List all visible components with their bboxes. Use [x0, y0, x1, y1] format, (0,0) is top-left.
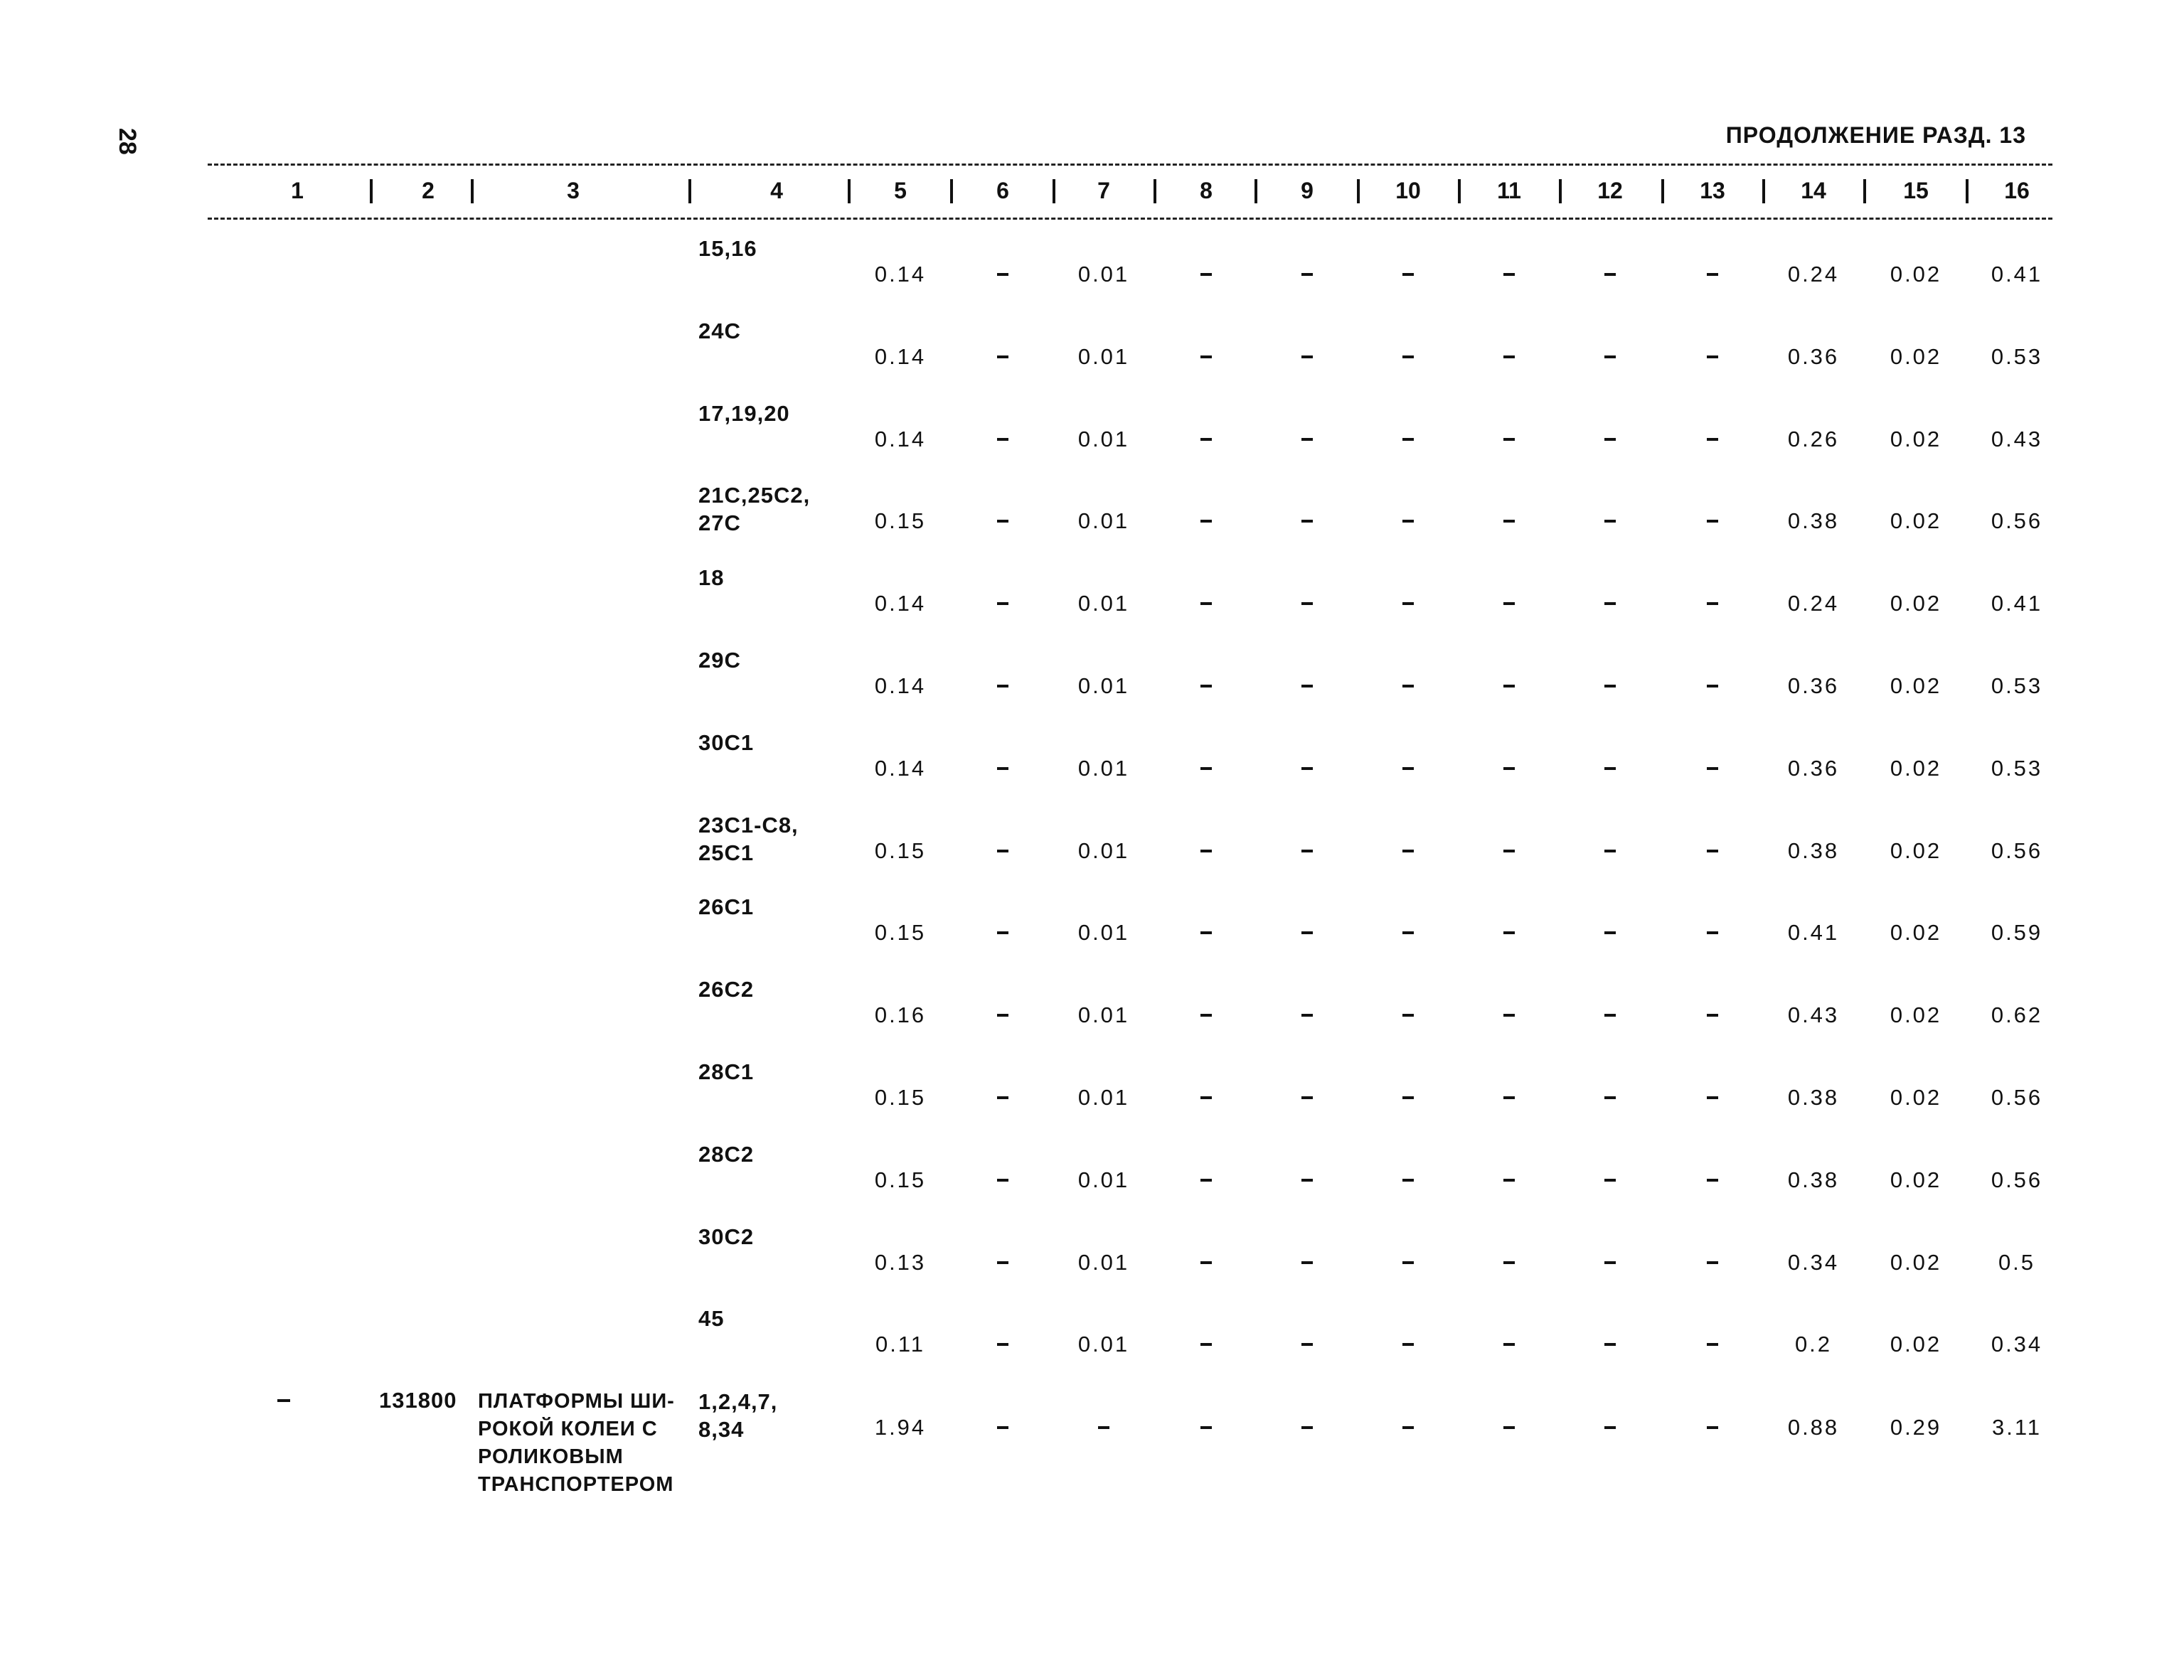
- row-code: 23С1-С8, 25С1: [698, 812, 799, 865]
- dash-mark: [1503, 1426, 1515, 1429]
- dash-mark: [1301, 273, 1313, 276]
- column-separator: [1762, 179, 1765, 203]
- dash-mark: [997, 520, 1008, 523]
- value-col-15: 0.02: [1890, 1249, 1942, 1275]
- row-code: 21С,25С2, 27С: [698, 483, 811, 536]
- dash-mark: [1301, 1426, 1313, 1429]
- dash-mark: [1200, 767, 1212, 770]
- value-col-14: 0.24: [1787, 262, 1840, 287]
- dash-mark: [1402, 438, 1414, 441]
- dash-mark: [1503, 685, 1515, 687]
- value-col-14: 0.2: [1794, 1332, 1833, 1357]
- dash-mark: [1200, 602, 1212, 605]
- dash-mark: [997, 602, 1008, 605]
- value-col-14: 0.43: [1787, 1002, 1840, 1028]
- dash-mark: [1503, 355, 1515, 358]
- dash-mark: [1604, 355, 1616, 358]
- value-col-16: 0.5: [1998, 1249, 2036, 1275]
- value-col-5: 0.15: [874, 1167, 927, 1192]
- dash-mark: [1604, 1179, 1616, 1182]
- dash-mark: [997, 1096, 1008, 1099]
- dash-mark: [997, 1261, 1008, 1264]
- dash-mark: [1707, 273, 1718, 276]
- column-separator: [1458, 179, 1461, 203]
- column-header-14: 14: [1801, 178, 1826, 203]
- table-row: [0, 1223, 2184, 1301]
- value-col-7: 0.01: [1077, 508, 1130, 534]
- dash-mark: [1402, 685, 1414, 687]
- dash-mark: [1707, 767, 1718, 770]
- table-row: [0, 729, 2184, 807]
- dash-mark: [1707, 520, 1718, 523]
- column-separator: [1357, 179, 1360, 203]
- value-col-16: 0.43: [1991, 426, 2043, 451]
- value-col-16: 0.56: [1991, 838, 2043, 863]
- value-col-5: 0.14: [874, 591, 927, 616]
- dash-mark: [997, 1179, 1008, 1182]
- value-col-15: 0.02: [1890, 673, 1942, 698]
- value-col-14: 0.41: [1787, 920, 1840, 946]
- dash-mark: [1200, 931, 1212, 934]
- dash-mark: [1402, 1096, 1414, 1099]
- value-col-15: 0.02: [1890, 1167, 1942, 1192]
- dash-mark: [1200, 355, 1212, 358]
- dash-mark: [1707, 1014, 1718, 1017]
- dash-mark: [1200, 1426, 1212, 1429]
- dash-mark: [1200, 1261, 1212, 1264]
- dash-mark: [1200, 273, 1212, 276]
- value-col-15: 0.29: [1890, 1415, 1942, 1440]
- value-col-5: 0.14: [874, 262, 927, 287]
- column-header-12: 12: [1597, 178, 1623, 203]
- dash-mark: [1707, 1426, 1718, 1429]
- value-col-7: 0.01: [1077, 262, 1130, 287]
- table-row: [0, 481, 2184, 560]
- column-header-7: 7: [1097, 178, 1110, 203]
- value-col-7: 0.01: [1077, 1002, 1130, 1028]
- dash-mark: [1402, 602, 1414, 605]
- row-code: 45: [698, 1306, 725, 1332]
- value-col-14: 0.36: [1787, 755, 1840, 781]
- value-col-15: 0.02: [1890, 838, 1942, 863]
- column-header-10: 10: [1395, 178, 1421, 203]
- row-code: 24С: [698, 318, 741, 343]
- column-separator: [471, 179, 474, 203]
- value-col-5: 0.15: [874, 920, 927, 946]
- dash-mark: [1200, 1179, 1212, 1182]
- dash-mark: [997, 685, 1008, 687]
- value-col-14: 0.26: [1787, 426, 1840, 451]
- value-col-15: 0.02: [1890, 262, 1942, 287]
- dash-mark: [1707, 931, 1718, 934]
- dash-mark: [997, 931, 1008, 934]
- dash-mark: [1707, 1179, 1718, 1182]
- dash-mark: [1707, 850, 1718, 852]
- value-col-7: 0.01: [1077, 755, 1130, 781]
- value-col-7: 0.01: [1077, 426, 1130, 451]
- dash-mark: [1301, 1179, 1313, 1182]
- column-header-9: 9: [1301, 178, 1314, 203]
- column-separator: [848, 179, 851, 203]
- value-col-7: 0.01: [1077, 1167, 1130, 1192]
- column-header-16: 16: [2004, 178, 2030, 203]
- row-code: 18: [698, 565, 725, 591]
- value-col-7: 0.01: [1077, 920, 1130, 946]
- dash-mark: [1402, 1426, 1414, 1429]
- dash-mark: [1200, 1096, 1212, 1099]
- value-col-15: 0.02: [1890, 755, 1942, 781]
- page-number: 28: [114, 128, 141, 155]
- dash-mark: [1503, 520, 1515, 523]
- value-col-5: 0.13: [874, 1249, 927, 1275]
- dash-mark: [997, 438, 1008, 441]
- dash-mark: [1301, 850, 1313, 852]
- dash-mark: [997, 355, 1008, 358]
- row-code: 28С2: [698, 1141, 755, 1167]
- column-header-3: 3: [567, 178, 580, 203]
- value-col-5: 1.94: [874, 1415, 927, 1440]
- row-code: 26С2: [698, 977, 755, 1002]
- dash-mark: [1301, 1343, 1313, 1346]
- value-col-16: 0.53: [1991, 343, 2043, 369]
- dash-mark: [1402, 1343, 1414, 1346]
- value-col-14: 0.38: [1787, 1085, 1840, 1110]
- column-separator: [1255, 179, 1257, 203]
- table-row: [0, 1140, 2184, 1219]
- value-col-5: 0.15: [874, 1085, 927, 1110]
- dash-mark: [1301, 602, 1313, 605]
- dash-mark: [1503, 1096, 1515, 1099]
- value-col-7: 0.01: [1077, 673, 1130, 698]
- value-col-15: 0.02: [1890, 1085, 1942, 1110]
- value-col-15: 0.02: [1890, 1332, 1942, 1357]
- value-col-5: 0.14: [874, 426, 927, 451]
- dash-mark: [1402, 520, 1414, 523]
- value-col-5: 0.14: [874, 343, 927, 369]
- dash-mark: [997, 1014, 1008, 1017]
- dash-mark: [1604, 931, 1616, 934]
- dash-mark: [1200, 520, 1212, 523]
- dash-mark: [1604, 438, 1616, 441]
- dash-mark: [1604, 685, 1616, 687]
- row-code: 29С: [698, 648, 741, 673]
- table-row: [0, 893, 2184, 971]
- value-col-14: 0.36: [1787, 343, 1840, 369]
- column-header-11: 11: [1497, 178, 1521, 203]
- value-col-16: 0.53: [1991, 673, 2043, 698]
- header-bottom-rule: [208, 218, 2052, 220]
- value-col-14: 0.88: [1787, 1415, 1840, 1440]
- dash-mark: [1503, 1343, 1515, 1346]
- value-col-14: 0.38: [1787, 838, 1840, 863]
- dash-mark: [1200, 685, 1212, 687]
- dash-mark: [1503, 273, 1515, 276]
- header-top-rule: [208, 164, 2052, 166]
- dash-mark: [1707, 1096, 1718, 1099]
- dash-mark: [1707, 602, 1718, 605]
- dash-mark: [1604, 850, 1616, 852]
- value-col-16: 0.62: [1991, 1002, 2043, 1028]
- value-col-16: 0.41: [1991, 262, 2043, 287]
- value-col-15: 0.02: [1890, 1002, 1942, 1028]
- column-separator: [1863, 179, 1866, 203]
- value-col-7: 0.01: [1077, 838, 1130, 863]
- dash-mark: [1707, 685, 1718, 687]
- value-col-5: 0.14: [874, 755, 927, 781]
- dash-mark: [1707, 438, 1718, 441]
- column-header-2: 2: [422, 178, 435, 203]
- table-row: [0, 1305, 2184, 1383]
- dash-mark: [1503, 850, 1515, 852]
- column-separator: [1661, 179, 1664, 203]
- table-row: [0, 975, 2184, 1054]
- dash-mark: [997, 273, 1008, 276]
- dash-mark: [1200, 438, 1212, 441]
- dash-mark: [1402, 355, 1414, 358]
- dash-mark: [1604, 767, 1616, 770]
- row-code: 30С2: [698, 1224, 755, 1249]
- value-col-16: 0.56: [1991, 508, 2043, 534]
- column-header-6: 6: [996, 178, 1009, 203]
- value-col-15: 0.02: [1890, 343, 1942, 369]
- value-col-16: 0.59: [1991, 920, 2043, 946]
- column-separator: [1154, 179, 1156, 203]
- column-header-5: 5: [894, 178, 907, 203]
- dash-mark: [1402, 1179, 1414, 1182]
- dash-mark: [1604, 1426, 1616, 1429]
- value-col-15: 0.02: [1890, 591, 1942, 616]
- dash-mark: [277, 1399, 290, 1402]
- value-col-14: 0.38: [1787, 1167, 1840, 1192]
- value-col-14: 0.36: [1787, 673, 1840, 698]
- dash-mark: [1301, 767, 1313, 770]
- column-header-4: 4: [770, 178, 783, 203]
- dash-mark: [1604, 602, 1616, 605]
- column-separator: [1559, 179, 1562, 203]
- dash-mark: [1200, 1343, 1212, 1346]
- dash-mark: [1301, 438, 1313, 441]
- dash-mark: [1503, 931, 1515, 934]
- row-code: 17,19,20: [698, 400, 790, 426]
- dash-mark: [1503, 602, 1515, 605]
- value-col-15: 0.02: [1890, 920, 1942, 946]
- dash-mark: [1707, 1261, 1718, 1264]
- row-code: 30С1: [698, 729, 755, 755]
- column-separator: [950, 179, 953, 203]
- value-col-15: 0.02: [1890, 508, 1942, 534]
- value-col-7: 0.01: [1077, 1332, 1130, 1357]
- value-col-5: 0.11: [875, 1332, 926, 1357]
- value-col-16: 0.34: [1991, 1332, 2043, 1357]
- value-col-16: 0.56: [1991, 1167, 2043, 1192]
- table-row: [0, 646, 2184, 724]
- value-col-14: 0.38: [1787, 508, 1840, 534]
- dash-mark: [1604, 273, 1616, 276]
- column-header-13: 13: [1700, 178, 1725, 203]
- table-row: [0, 1058, 2184, 1136]
- column-header-8: 8: [1200, 178, 1213, 203]
- dash-mark: [1402, 850, 1414, 852]
- column-header-row: [0, 178, 2184, 206]
- row-code: 15,16: [698, 236, 757, 261]
- dash-mark: [1301, 355, 1313, 358]
- dash-mark: [1098, 1426, 1109, 1429]
- value-col-14: 0.24: [1787, 591, 1840, 616]
- value-col-16: 0.53: [1991, 755, 2043, 781]
- row-code: 26С1: [698, 894, 755, 920]
- item-name: ПЛАТФОРМЫ ШИ- РОКОЙ КОЛЕИ С РОЛИКОВЫМ ТРАНСПОРТЕРОМ: [478, 1390, 675, 1496]
- dash-mark: [1503, 1179, 1515, 1182]
- row-code: 1,2,4,7, 8,34: [698, 1389, 778, 1442]
- value-col-7: 0.01: [1077, 1085, 1130, 1110]
- dash-mark: [1301, 1261, 1313, 1264]
- dash-mark: [997, 1426, 1008, 1429]
- dash-mark: [1503, 438, 1515, 441]
- dash-mark: [1402, 1261, 1414, 1264]
- value-col-15: 0.02: [1890, 426, 1942, 451]
- dash-mark: [1301, 1014, 1313, 1017]
- dash-mark: [1604, 1014, 1616, 1017]
- table-row: [0, 235, 2184, 313]
- column-separator: [688, 179, 691, 203]
- value-col-7: 0.01: [1077, 343, 1130, 369]
- column-separator: [1053, 179, 1055, 203]
- value-col-14: 0.34: [1787, 1249, 1840, 1275]
- dash-mark: [1503, 1261, 1515, 1264]
- value-col-5: 0.14: [874, 673, 927, 698]
- dash-mark: [1402, 1014, 1414, 1017]
- dash-mark: [1503, 767, 1515, 770]
- dash-mark: [1301, 931, 1313, 934]
- dash-mark: [1707, 355, 1718, 358]
- row-code: 28С1: [698, 1059, 755, 1084]
- dash-mark: [1200, 850, 1212, 852]
- dash-mark: [1604, 1343, 1616, 1346]
- value-col-7: 0.01: [1077, 1249, 1130, 1275]
- dash-mark: [1301, 685, 1313, 687]
- dash-mark: [1604, 520, 1616, 523]
- dash-mark: [1200, 1014, 1212, 1017]
- dash-mark: [997, 850, 1008, 852]
- value-col-7: 0.01: [1077, 591, 1130, 616]
- dash-mark: [1402, 273, 1414, 276]
- table-row-131800: [0, 1388, 2184, 1502]
- dash-mark: [997, 1343, 1008, 1346]
- table-row: [0, 400, 2184, 478]
- dash-mark: [1301, 1096, 1313, 1099]
- value-col-5: 0.15: [874, 508, 927, 534]
- column-header-15: 15: [1903, 178, 1929, 203]
- table-row: [0, 811, 2184, 889]
- dash-mark: [1604, 1096, 1616, 1099]
- column-header-1: 1: [291, 178, 304, 203]
- dash-mark: [1402, 931, 1414, 934]
- value-col-16: 0.41: [1991, 591, 2043, 616]
- value-col-5: 0.15: [874, 838, 927, 863]
- value-col-16: 0.56: [1991, 1085, 2043, 1110]
- table-row: [0, 317, 2184, 395]
- dash-mark: [1402, 767, 1414, 770]
- column-separator: [370, 179, 373, 203]
- value-col-5: 0.16: [874, 1002, 927, 1028]
- item-code: 131800: [379, 1388, 457, 1413]
- table-row: [0, 564, 2184, 642]
- dash-mark: [1503, 1014, 1515, 1017]
- dash-mark: [1301, 520, 1313, 523]
- value-col-16: 3.11: [1991, 1415, 2042, 1440]
- section-title: ПРОДОЛЖЕНИЕ РАЗД. 13: [1725, 122, 2026, 148]
- column-separator: [1966, 179, 1969, 203]
- dash-mark: [1707, 1343, 1718, 1346]
- dash-mark: [1604, 1261, 1616, 1264]
- dash-mark: [997, 767, 1008, 770]
